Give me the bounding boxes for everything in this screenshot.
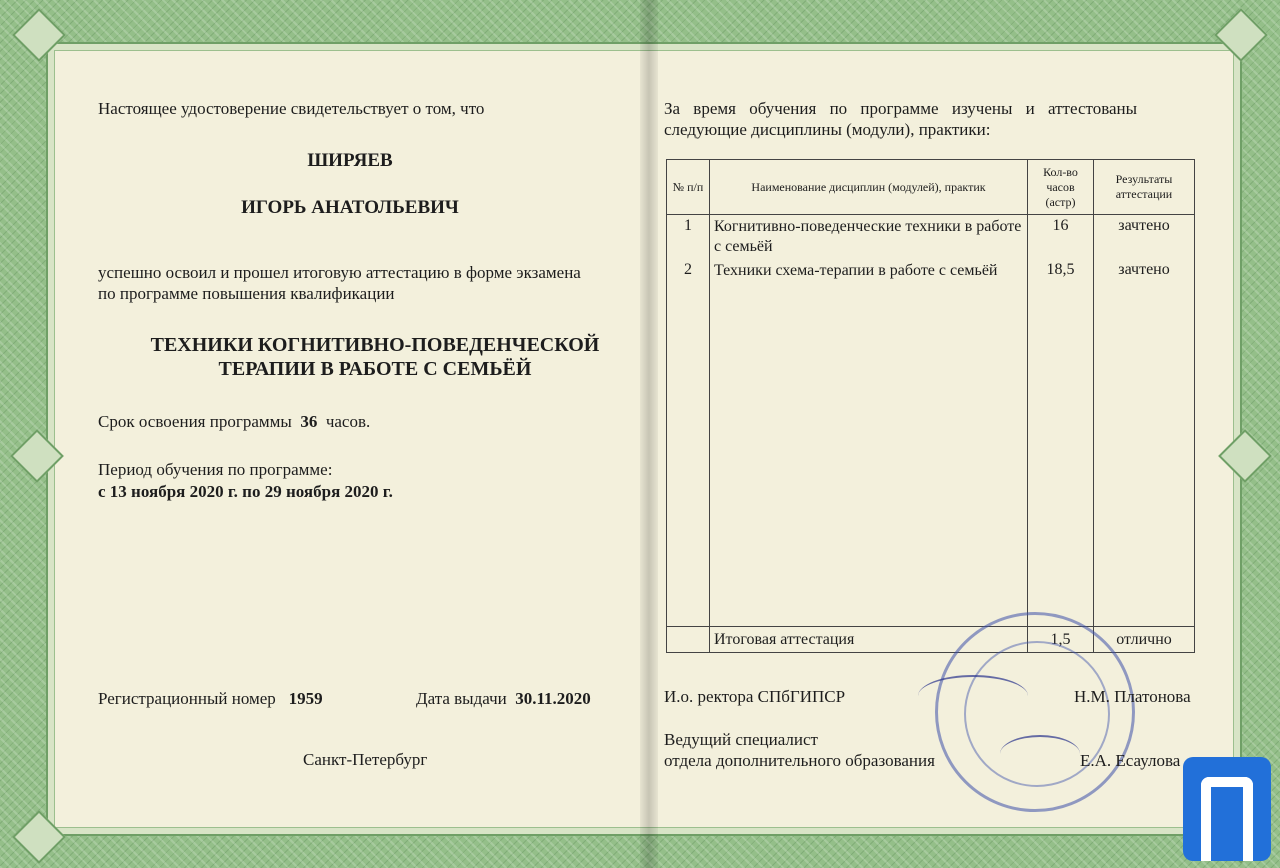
disciplines-intro-line-2: следующие дисциплины (модули), практики: (664, 120, 991, 139)
disciplines-intro-line-1: За время обучения по программе изучены и аттестованы (664, 99, 1138, 118)
holder-name: ИГОРЬ АНАТОЛЬЕВИЧ (241, 197, 459, 218)
row-hours: 18,5 (1028, 259, 1094, 627)
completion-line-1: успешно освоил и прошел итоговую аттестацию в форме экзамена (98, 263, 581, 282)
final-result: отлично (1094, 627, 1195, 653)
duration-label: Срок освоения программы (98, 412, 292, 431)
table-row (667, 259, 1195, 627)
duration-row (98, 412, 370, 432)
table-row (667, 215, 1195, 260)
final-hours: 1,5 (1028, 627, 1094, 653)
registration-number: 1959 (288, 689, 323, 708)
final-num (667, 627, 710, 653)
rector-signature-icon (918, 675, 1028, 717)
row-num: 2 (667, 259, 710, 627)
certificate-intro: Настоящее удостоверение свидетельствует о том, что (98, 99, 485, 118)
rector-name: Н.М. Платонова (1074, 687, 1191, 706)
specialist-line-1: Ведущий специалист (664, 730, 818, 749)
period-value: с 13 ноября 2020 г. по 29 ноября 2020 г. (98, 482, 393, 501)
specialist-signature-icon (1000, 735, 1080, 773)
row-name: Техники схема-терапии в работе с семьёй (710, 259, 1028, 627)
registration-row (98, 689, 323, 709)
row-name: Когнитивно-поведенческие техники в работе с семьёй (710, 215, 1028, 260)
holder-surname: ШИРЯЕВ (307, 150, 393, 171)
registration-label: Регистрационный номер (98, 689, 276, 708)
row-result: зачтено (1094, 259, 1195, 627)
header-hours: Кол-во часов (астр) (1028, 160, 1094, 215)
period-label: Период обучения по программе: (98, 460, 333, 479)
header-result: Результаты аттестации (1094, 160, 1195, 215)
specialist-line-2: отдела дополнительного образования (664, 751, 935, 770)
rector-label: И.о. ректора СПбГИПСР (664, 687, 846, 706)
city: Санкт-Петербург (303, 750, 428, 769)
row-hours: 16 (1028, 215, 1094, 260)
row-num: 1 (667, 215, 710, 260)
completion-line-2: по программе повышения квалификации (98, 284, 395, 303)
header-name: Наименование дисциплин (модулей), практик (710, 160, 1028, 215)
disciplines-table (666, 159, 1195, 653)
header-num: № п/п (667, 160, 710, 215)
program-title-line-1: ТЕХНИКИ КОГНИТИВНО-ПОВЕДЕНЧЕСКОЙ (150, 334, 600, 356)
row-result: зачтено (1094, 215, 1195, 260)
duration-value: 36 (300, 412, 318, 431)
table-header (667, 160, 1195, 215)
final-name: Итоговая аттестация (710, 627, 1028, 653)
page-spine (640, 0, 658, 868)
brand-logo-icon (1183, 757, 1271, 861)
issue-date-value: 30.11.2020 (515, 689, 591, 708)
issue-date-label: Дата выдачи (416, 689, 507, 708)
issue-date-row (416, 689, 591, 709)
program-title-line-2: ТЕРАПИИ В РАБОТЕ С СЕМЬЁЙ (218, 358, 532, 380)
duration-unit: часов. (325, 412, 371, 431)
table-final-row (667, 627, 1195, 653)
specialist-name: Е.А. Есаулова (1080, 751, 1181, 770)
